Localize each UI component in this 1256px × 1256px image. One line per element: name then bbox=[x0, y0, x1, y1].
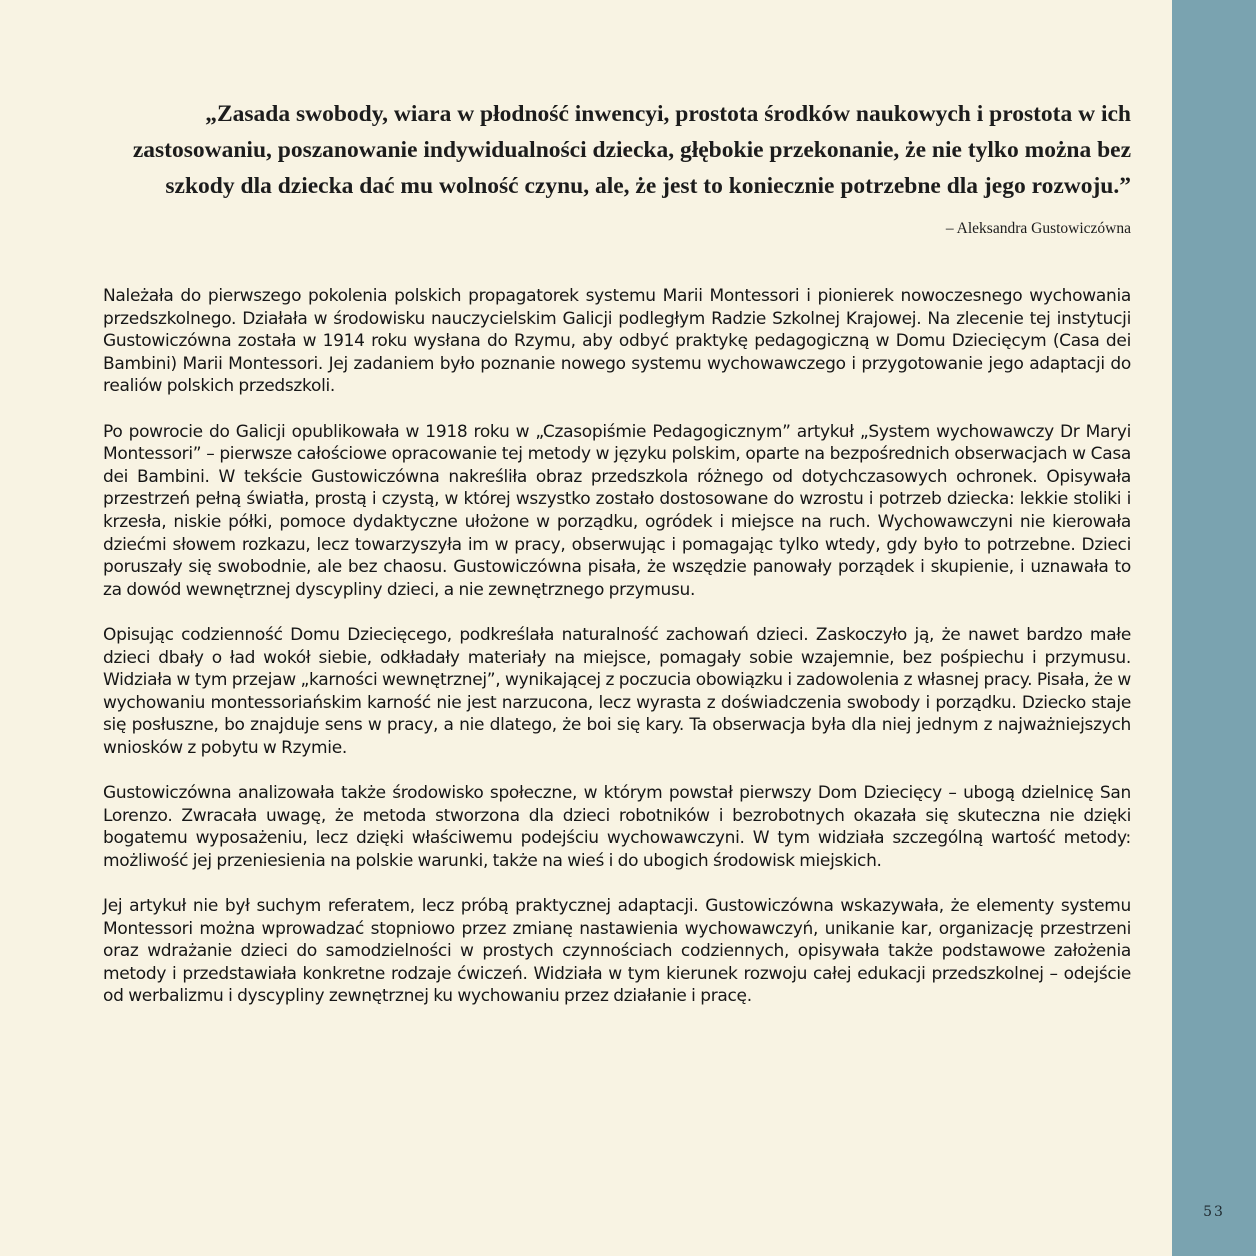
quote-text: „Zasada swobody, wiara w płodność inwencyi, prostota środków naukowych i prostota w ich zastosowaniu, poszanowanie indywidualności dziecka, głębokie przekonanie, że nie tylko można bez szkody dla dziecka dać mu wolność czynu, ale, że jest to koniecznie potrzebne dla jego rozwoju.” bbox=[132, 101, 1131, 199]
side-band bbox=[1172, 0, 1256, 1256]
article-body bbox=[103, 285, 1131, 1031]
paragraph: Opisując codzienność Domu Dziecięcego, podkreślała naturalność zachowań dzieci. Zaskoczyło ją, że nawet bardzo małe dzieci dbały o ład wokół siebie, odkładały materiały na miejsce, pomagały sobie wzajemnie, bez pośpiechu i przymusu. Widziała w tym przejaw „karności wewnętrznej”, wynikającej z poczucia obowiązku i zadowolenia z własnej pracy. Pisała, że w wychowaniu montessoriańskim karność nie jest narzucona, lecz wyrasta z doświadczenia swobody i porządku. Dziecko staje się posłuszne, bo znajduje sens w pracy, a nie dlatego, że boi się kary. Ta obserwacja była dla niej jednym z najważniejszych wniosków z pobytu w Rzymie. bbox=[103, 624, 1131, 758]
quote-attribution: – Aleksandra Gustowiczówna bbox=[945, 220, 1131, 237]
page-number: 53 bbox=[1203, 1204, 1225, 1220]
paragraph: Po powrocie do Galicji opublikowała w 1918 roku w „Czasopiśmie Pedagogicznym” artykuł „System wychowawczy Dr Maryi Montessori” – pierwsze całościowe opracowanie tej metody w języku polskim, oparte na bezpośrednich obserwacjach w Casa dei Bambini. W tekście Gustowiczówna nakreśliła obraz przedszkola różnego od dotychczasowych ochronek. Opisywała przestrzeń pełną światła, prostą i czystą, w której wszystko zostało dostosowane do wzrostu i potrzeb dziecka: lekkie stoliki i krzesła, niskie półki, pomoce dydaktyczne ułożone w porządku, ogródek i miejsce na ruch. Wychowawczyni nie kierowała dziećmi słowem rozkazu, lecz towarzyszyła im w pracy, obserwując i pomagając tylko wtedy, gdy było to potrzebne. Dzieci poruszały się swobodnie, ale bez chaosu. Gustowiczówna pisała, że wszędzie panowały porządek i skupienie, i uznawała to za dowód wewnętrznej dyscypliny dzieci, a nie zewnętrznego przymusu. bbox=[103, 421, 1131, 600]
paragraph: Jej artykuł nie był suchym referatem, lecz próbą praktycznej adaptacji. Gustowiczówna wskazywała, że elementy systemu Montessori można wprowadzać stopniowo przez zmianę nastawienia wychowawczyń, unikanie kar, organizację przestrzeni oraz wdrażanie dzieci do samodzielności w prostych czynnościach codziennych, opisywała także podstawowe założenia metody i przedstawiała konkretne rodzaje ćwiczeń. Widziała w tym kierunek rozwoju całej edukacji przedszkolnej – odejście od werbalizmu i dyscypliny zewnętrznej ku wychowaniu przez działanie i pracę. bbox=[103, 896, 1131, 1007]
paragraph: Należała do pierwszego pokolenia polskich propagatorek systemu Marii Montessori i pionierek nowoczesnego wychowania przedszkolnego. Działała w środowisku nauczycielskim Galicji podległym Radzie Szkolnej Krajowej. Na zlecenie tej instytucji Gustowiczówna została w 1914 roku wysłana do Rzymu, aby odbyć praktykę pedagogiczną w Domu Dziecięcym (Casa dei Bambini) Marii Montessori. Jej zadaniem było poznanie nowego systemu wychowawczego i przygotowanie jego adaptacji do realiów polskich przedszkoli. bbox=[103, 286, 1131, 397]
paragraph: Gustowiczówna analizowała także środowisko społeczne, w którym powstał pierwszy Dom Dziecięcy – ubogą dzielnicę San Lorenzo. Zwracała uwagę, że metoda stworzona dla dzieci robotników i bezrobotnych okazała się skuteczna nie dzięki bogatemu wyposażeniu, lecz dzięki właściwemu podejściu wychowawczyni. W tym widziała szczególną wartość metody: możliwość jej przeniesienia na polskie warunki, także na wieś i do ubogich środowisk miejskich. bbox=[103, 783, 1131, 871]
